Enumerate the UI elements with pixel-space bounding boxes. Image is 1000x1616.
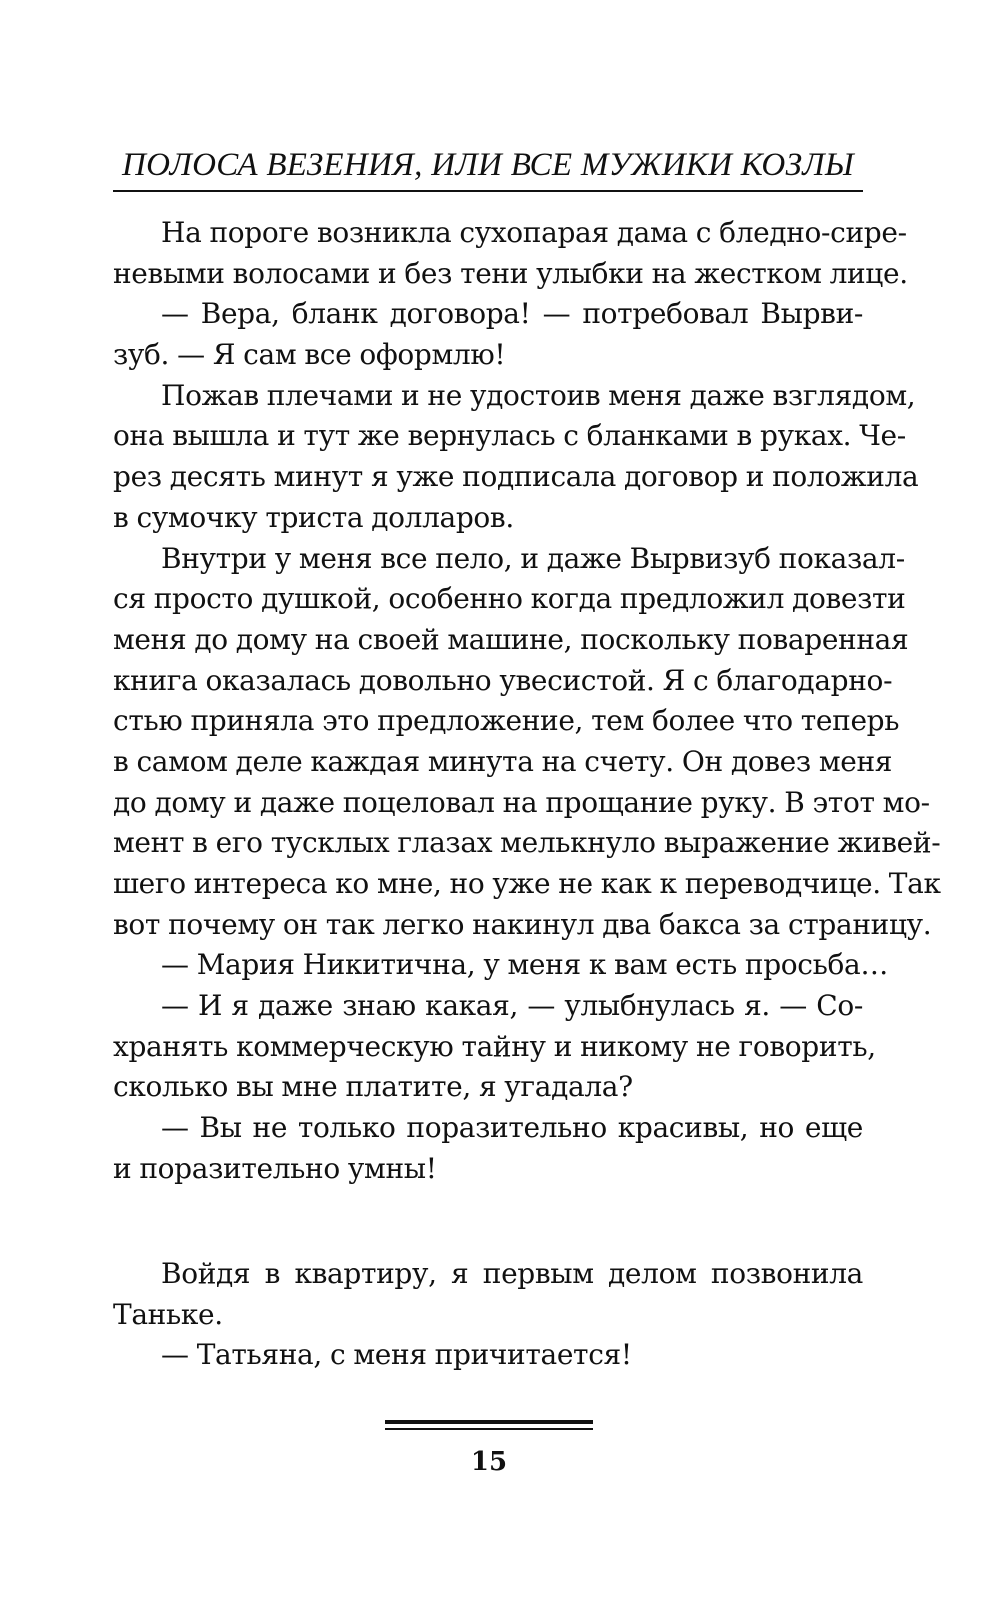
text-line: зуб. — Я сам все оформлю! bbox=[113, 338, 506, 372]
text-line: в самом деле каждая минута на счету. Он довез меня bbox=[113, 744, 893, 778]
text-line: стью приняла это предложение, тем более что теперь bbox=[113, 704, 900, 738]
text-line: — Татьяна, с меня причитается! bbox=[161, 1338, 632, 1372]
text-line: в сумочку триста долларов. bbox=[113, 500, 514, 534]
text-line: и поразительно умны! bbox=[113, 1151, 437, 1185]
text-line: хранять коммерческую тайну и никому не говорить, bbox=[113, 1029, 876, 1063]
text-line: сколько вы мне платите, я угадала? bbox=[113, 1070, 633, 1104]
folio-rule-thick bbox=[385, 1420, 593, 1424]
folio-rule-thin bbox=[385, 1428, 593, 1430]
text-line: до дому и даже поцеловал на прощание руку. В этот мо- bbox=[113, 785, 930, 819]
text-line: меня до дому на своей машине, поскольку поваренная bbox=[113, 622, 909, 656]
text-line: невыми волосами и без тени улыбки на жестком лице. bbox=[113, 256, 908, 290]
text-line: шего интереса ко мне, но уже не как к переводчице. Так bbox=[113, 867, 941, 900]
text-line: На пороге возникла сухопарая дама с бледно-сире- bbox=[161, 216, 907, 249]
header-rule bbox=[113, 190, 863, 192]
text-line: мент в его тусклых глазах мелькнуло выражение живей- bbox=[113, 826, 941, 860]
running-head: ПОЛОСА ВЕЗЕНИЯ, ИЛИ ВСЕ МУЖИКИ КОЗЛЫ bbox=[122, 147, 854, 183]
text-line: она вышла и тут же вернулась с бланками в руках. Че- bbox=[113, 419, 906, 453]
text-line: Пожав плечами и не удостоив меня даже взглядом, bbox=[161, 378, 916, 412]
text-line: — Вера, бланк договора! — потребовал Вырви- bbox=[161, 297, 863, 331]
body-text-section-2 bbox=[113, 1254, 863, 1376]
text-line: — И я даже знаю какая, — улыбнулась я. — Со- bbox=[161, 989, 863, 1023]
text-line: Войдя в квартиру, я первым делом позвонила bbox=[161, 1257, 863, 1290]
text-line: рез десять минут я уже подписала договор и положила bbox=[113, 460, 919, 494]
text-line: Внутри у меня все пело, и даже Вырвизуб показал- bbox=[161, 541, 905, 575]
body-text-section-1 bbox=[113, 213, 941, 1190]
text-line: ся просто душкой, особенно когда предложил довезти bbox=[113, 582, 906, 616]
text-line: книга оказалась довольно увесистой. Я с благодарно- bbox=[113, 663, 893, 697]
text-line: вот почему он так легко накинул два бакса за страницу. bbox=[113, 907, 932, 941]
page-number: 15 bbox=[470, 1447, 508, 1477]
text-line: — Мария Никитична, у меня к вам есть просьба… bbox=[161, 948, 889, 982]
text-line: — Вы не только поразительно красивы, но еще bbox=[161, 1111, 863, 1145]
text-line: Таньке. bbox=[113, 1297, 223, 1331]
